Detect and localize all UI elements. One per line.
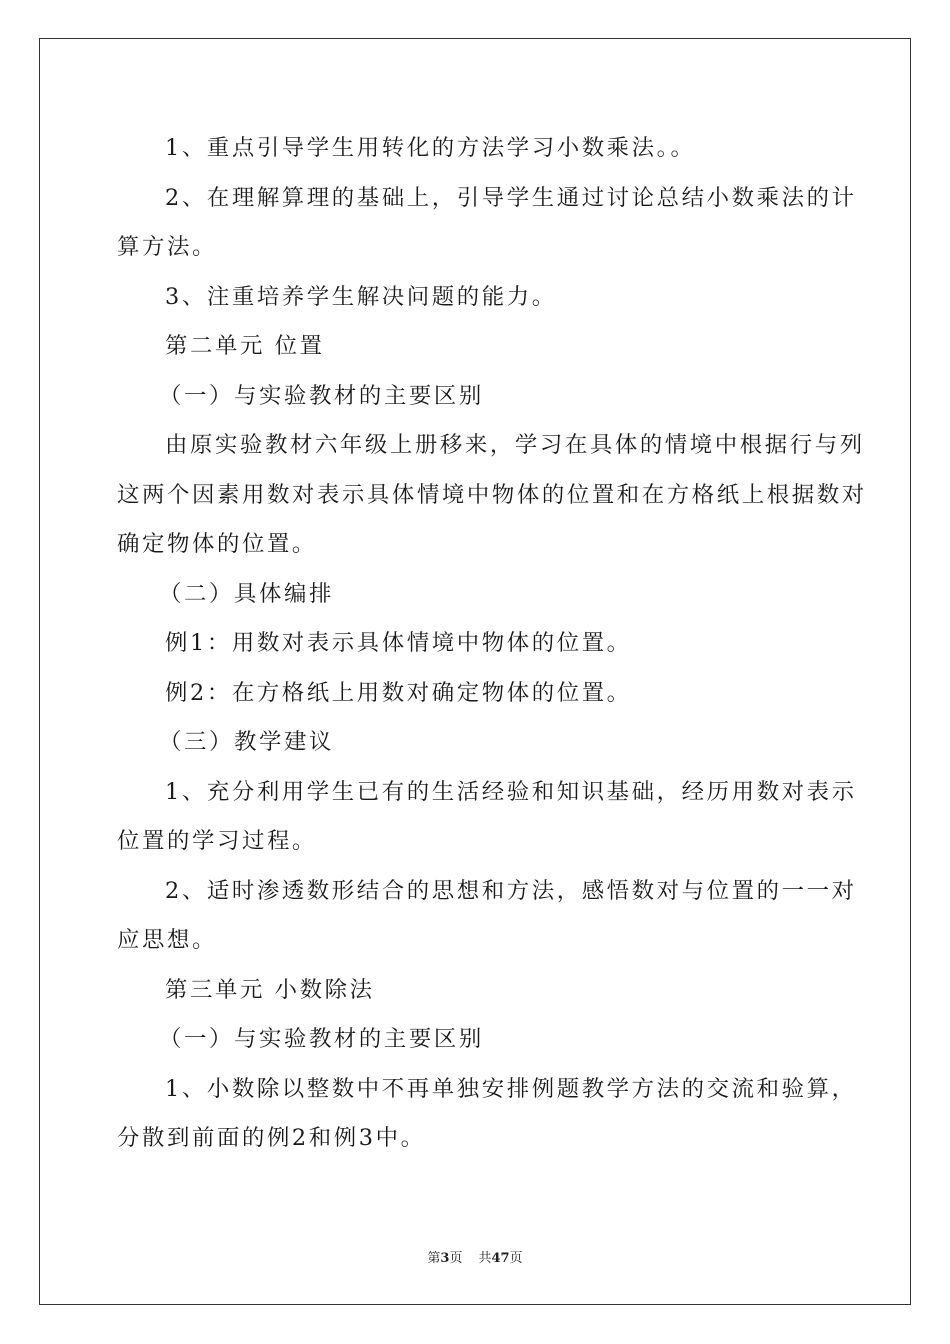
subsection-heading: （一）与实验教材的主要区别 <box>159 382 484 409</box>
page-suffix: 页 <box>449 1251 463 1266</box>
document-body <box>117 124 867 1164</box>
page-prefix: 第 <box>427 1251 441 1266</box>
total-pages: 47 <box>491 1251 510 1266</box>
paragraph-line: 例2：在方格纸上用数对确定物体的位置。 <box>165 679 632 706</box>
paragraph-line: 3、注重培养学生解决问题的能力。 <box>165 283 557 310</box>
subsection-heading: （一）与实验教材的主要区别 <box>159 1026 484 1052</box>
paragraph-line: 这两个因素用数对表示具体情境中物体的位置和在方格纸上根据数对 <box>117 481 867 508</box>
paragraph-line: 应思想。 <box>117 927 217 953</box>
paragraph-line: 由原实验教材六年级上册移来，学习在具体的情境中根据行与列 <box>165 432 865 458</box>
paragraph-line: 例1：用数对表示具体情境中物体的位置。 <box>165 630 632 656</box>
paragraph-line: 2、在理解算理的基础上，引导学生通过讨论总结小数乘法的计 <box>165 184 857 211</box>
paragraph-line: 算方法。 <box>117 234 217 260</box>
paragraph-line: 位置的学习过程。 <box>117 828 317 854</box>
page-footer <box>0 1247 950 1266</box>
section-heading: 第二单元 位置 <box>165 333 325 359</box>
total-prefix: 共 <box>478 1251 492 1266</box>
subsection-heading: （三）教学建议 <box>159 729 334 755</box>
paragraph-line: 1、小数除以整数中不再单独安排例题教学方法的交流和验算， <box>165 1075 857 1102</box>
paragraph-line: 1、充分利用学生已有的生活经验和知识基础，经历用数对表示 <box>165 778 857 805</box>
paragraph-line: 确定物体的位置。 <box>117 531 317 557</box>
subsection-heading: （二）具体编排 <box>159 580 334 607</box>
page-number: 3 <box>440 1251 450 1266</box>
paragraph-line: 1、重点引导学生用转化的方法学习小数乘法。。 <box>165 135 696 161</box>
total-suffix: 页 <box>509 1251 523 1266</box>
section-heading: 第三单元 小数除法 <box>165 976 375 1003</box>
paragraph-line: 2、适时渗透数形结合的思想和方法，感悟数对与位置的一一对 <box>165 877 857 904</box>
paragraph-line: 分散到前面的例2和例3中。 <box>117 1125 426 1151</box>
